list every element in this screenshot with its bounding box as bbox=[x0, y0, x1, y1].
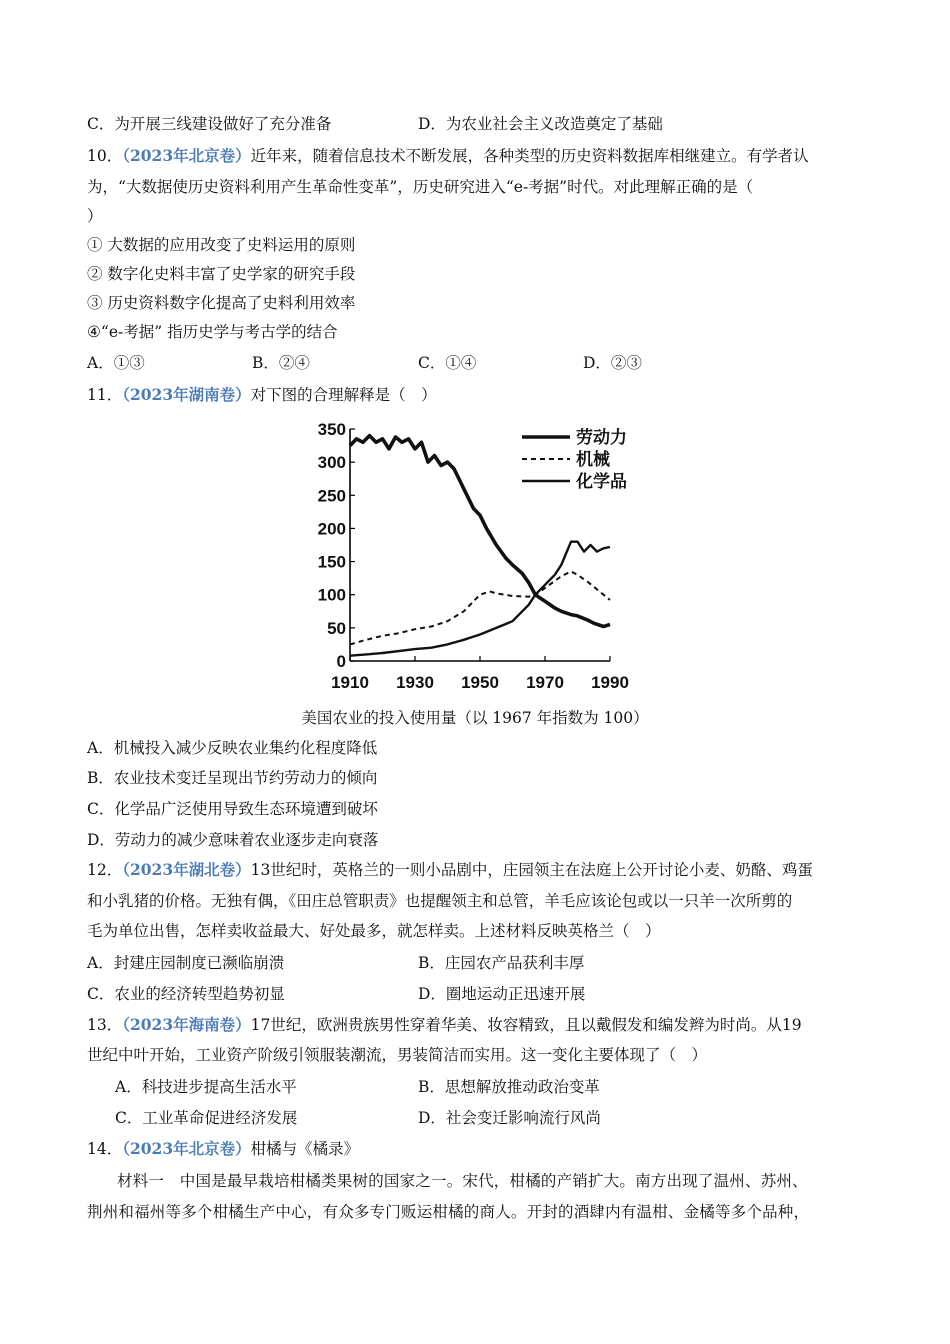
series-line-3 bbox=[350, 542, 610, 656]
x-tick-label: 1970 bbox=[526, 673, 564, 692]
y-tick-label: 300 bbox=[317, 453, 346, 473]
question-source: （2023年海南卷） bbox=[122, 1015, 251, 1034]
q14-stem bbox=[87, 1139, 359, 1159]
question-number: 14． bbox=[87, 1140, 123, 1158]
y-tick-label: 150 bbox=[317, 552, 346, 572]
q13-stem-line2: 世纪中叶开始，工业资产阶级引领服装潮流，男装简洁而实用。这一变化主要体现了（ ） bbox=[87, 1046, 708, 1064]
question-stem: 对下图的合理解释是（ ） bbox=[250, 386, 437, 404]
q13-stem-line1 bbox=[87, 1015, 802, 1035]
q12-stem-line2: 和小乳猪的价格。无独有偶，《田庄总管职责》也提醒领主和总管，羊毛应该论包或以一只羊一次所剪的 bbox=[87, 892, 793, 910]
q13-option-c: C．工业革命促进经济发展 bbox=[115, 1109, 298, 1127]
q10-item-3: ③ 历史资料数字化提高了史料利用效率 bbox=[87, 294, 356, 312]
q13-option-b: B．思想解放推动政治变革 bbox=[418, 1078, 600, 1096]
q10-option-a: A．①③ bbox=[87, 354, 145, 372]
q10-stem-line2: 为，“大数据使历史资料利用产生革命性变革”，历史研究进入“e-考据”时代。对此理解正确的是（ bbox=[87, 178, 754, 196]
legend-label-2: 机械 bbox=[576, 450, 610, 469]
y-tick-label: 350 bbox=[317, 420, 346, 439]
question-stem: 13世纪时，英格兰的一则小品剧中，庄园领主在法庭上公开讨论小麦、奶酪、鸡蛋 bbox=[250, 861, 813, 879]
q12-option-c: C．农业的经济转型趋势初显 bbox=[87, 985, 285, 1003]
chart-caption: 美国农业的投入使用量（以 1967 年指数为 100） bbox=[301, 709, 649, 727]
series-line-1 bbox=[350, 436, 610, 627]
question-stem: 柑橘与《橘录》 bbox=[250, 1140, 360, 1158]
question-stem: 近年来，随着信息技术不断发展，各种类型的历史资料数据库相继建立。有学者认 bbox=[250, 147, 809, 165]
y-tick-label: 0 bbox=[336, 652, 346, 671]
question-source: （2023年湖北卷） bbox=[122, 860, 251, 879]
q9-option-c: C．为开展三线建设做好了充分准备 bbox=[87, 115, 332, 133]
q10-item-4: ④“e-考据” 指历史学与考古学的结合 bbox=[87, 323, 338, 341]
y-tick-label: 250 bbox=[317, 486, 346, 506]
q10-option-d: D．②③ bbox=[583, 354, 642, 372]
agriculture-input-chart bbox=[300, 415, 650, 695]
q11-option-b: B．农业技术变迁呈现出节约劳动力的倾向 bbox=[87, 769, 378, 787]
question-source: （2023年湖南卷） bbox=[122, 385, 251, 404]
q12-option-a: A．封建庄园制度已濒临崩溃 bbox=[87, 954, 285, 972]
legend-label-1: 劳动力 bbox=[576, 428, 627, 447]
q12-option-d: D．圈地运动正迅速开展 bbox=[418, 985, 586, 1003]
q11-option-a: A．机械投入减少反映农业集约化程度降低 bbox=[87, 739, 378, 757]
q10-option-b: B．②④ bbox=[252, 354, 310, 372]
question-stem: 17世纪，欧洲贵族男性穿着华美、妆容精致，且以戴假发和编发辫为时尚。从19 bbox=[250, 1016, 802, 1034]
q11-option-c: C．化学品广泛使用导致生态环境遭到破坏 bbox=[87, 800, 378, 818]
q12-stem-line3: 毛为单位出售，怎样卖收益最大、好处最多，就怎样卖。上述材料反映英格兰（ ） bbox=[87, 922, 661, 940]
x-tick-label: 1990 bbox=[591, 673, 629, 692]
q13-option-d: D．社会变迁影响流行风尚 bbox=[418, 1109, 601, 1127]
q12-option-b: B．庄园农产品获利丰厚 bbox=[418, 954, 585, 972]
q10-item-2: ② 数字化史料丰富了史学家的研究手段 bbox=[87, 265, 356, 283]
q9-option-d: D．为农业社会主义改造奠定了基础 bbox=[418, 115, 663, 133]
question-source: （2023年北京卷） bbox=[122, 1139, 251, 1158]
q10-option-c: C．①④ bbox=[418, 354, 477, 372]
question-number: 10． bbox=[87, 147, 123, 165]
q13-option-a: A．科技进步提高生活水平 bbox=[115, 1078, 297, 1096]
y-tick-label: 200 bbox=[317, 519, 346, 539]
q10-item-1: ① 大数据的应用改变了史料运用的原则 bbox=[87, 236, 356, 254]
q10-stem-line3: ） bbox=[87, 207, 103, 225]
question-number: 12． bbox=[87, 861, 123, 879]
question-number: 13． bbox=[87, 1016, 123, 1034]
q11-stem bbox=[87, 385, 437, 405]
x-tick-label: 1930 bbox=[396, 673, 434, 692]
q12-stem-line1 bbox=[87, 860, 813, 880]
y-tick-label: 50 bbox=[327, 618, 346, 638]
x-tick-label: 1950 bbox=[461, 673, 499, 692]
q14-material-line1: 材料一 中国是最早栽培柑橘类果树的国家之一。宋代，柑橘的产销扩大。南方出现了温州、苏州、 bbox=[117, 1172, 808, 1190]
q14-material-line2: 荆州和福州等多个柑橘生产中心，有众多专门贩运柑橘的商人。开封的酒肆内有温柑、金橘等多个品种， bbox=[87, 1203, 810, 1221]
x-tick-label: 1910 bbox=[331, 673, 369, 692]
legend-label-3: 化学品 bbox=[576, 472, 627, 491]
q11-option-d: D．劳动力的减少意味着农业逐步走向衰落 bbox=[87, 831, 379, 849]
y-tick-label: 100 bbox=[317, 585, 346, 605]
question-number: 11． bbox=[87, 386, 123, 404]
q10-stem-line1 bbox=[87, 146, 809, 166]
question-source: （2023年北京卷） bbox=[122, 146, 251, 165]
